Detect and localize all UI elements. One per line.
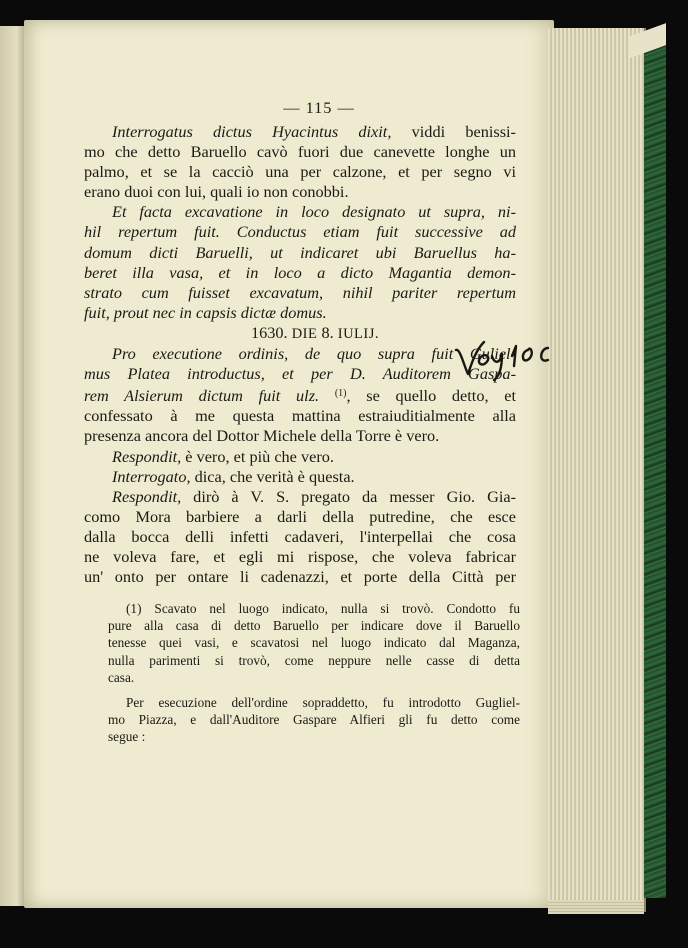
paragraph-1	[84, 122, 516, 202]
text-line: Respondit, è vero, et più che vero.	[112, 446, 334, 466]
book-cover	[644, 46, 666, 898]
left-page-edge	[0, 26, 24, 906]
text-line: strato cum fuisset excavatum, nihil pariter repertum	[84, 282, 516, 302]
text-line: como Mora barbiere a darli della putredine, che esce	[84, 506, 516, 526]
page-number: — 115 —	[283, 98, 355, 117]
footnote-line: tenesse quei vasi, e scavatosi nel luogo indicato dal Maganza,	[108, 635, 520, 651]
text-line: Respondit, dirò à V. S. pregato da messer Gio. Gia-	[112, 486, 516, 506]
text-line: presenza ancora del Dottor Michele della Torre è vero.	[84, 426, 440, 446]
text-line: beret illa vasa, et in loco a dicto Magantia demon-	[84, 262, 516, 282]
text-line: palmo, et se la cacciò una per calzone, et per segno vi	[84, 162, 516, 182]
paragraph-3	[84, 344, 516, 446]
text-line: ne voleva fare, et egli mi rispose, che voleva fabricar	[84, 546, 516, 566]
footnote-line: nulla parimenti si trovò, come neppure nelle casse di detta	[108, 652, 520, 668]
text-line: Pro executione ordinis, de quo supra fuit Guliel-	[112, 344, 516, 364]
text-line: rem Alsierum dictum fuit ulz. $^{(1)}$, se quello detto, et	[84, 386, 516, 406]
text-line: mus Platea introductus, et per D. Auditorem Gaspa-	[84, 364, 516, 384]
footnotes	[108, 600, 520, 746]
footnote-1	[108, 600, 520, 686]
page-stack-edges	[548, 28, 646, 912]
date-heading: 1630. DIE 8. IULIJ.	[250, 322, 380, 342]
footnote-2	[108, 694, 520, 746]
footnote-line: Per esecuzione dell'ordine sopraddetto, fu introdotto Gugliel-	[126, 695, 520, 711]
text-line: dalla bocca delli infetti cadaveri, l'interpellai che cosa	[84, 526, 516, 546]
text-line: hil repertum fuit. Conductus etiam fuit successive ad	[84, 222, 516, 242]
footnote-line: casa.	[108, 669, 135, 685]
footnote-ref: (1)	[334, 388, 347, 400]
text-line: fuit, prout nec in capsis dictæ domus.	[84, 302, 327, 322]
text-line: Interrogatus dictus Hyacintus dixit, viddi benissi-	[112, 122, 516, 141]
text-line: Interrogato, dica, che verità è questa.	[112, 466, 355, 486]
paragraph-4	[84, 447, 516, 467]
footnote-line: (1) Scavato nel luogo indicato, nulla si trovò. Condotto fu	[126, 601, 520, 616]
text-line: mo che detto Baruello cavò fuori due canevette longhe un	[84, 142, 516, 162]
text-line: un' onto per ontare li cadenazzi, et porte della Città per	[84, 567, 516, 587]
text-line: domum dicti Baruelli, ut indicaret ubi Baruellus ha-	[84, 242, 516, 262]
paragraph-5	[84, 467, 516, 487]
footnote-line: pure alla casa di detto Baruello per indicare dove il Baruello	[108, 618, 520, 634]
text-line: confessato à me questa mattina estraiuditialmente alla	[84, 406, 516, 426]
text-line: Et facta excavatione in loco designato ut supra, ni-	[112, 202, 516, 222]
footnote-line: segue :	[108, 729, 146, 745]
main-text	[84, 98, 516, 587]
paragraph-2	[84, 202, 516, 323]
page-stack-bottom	[548, 900, 644, 914]
handwritten-annotation	[454, 336, 554, 386]
text-line: erano duoi con lui, quali io non conobbi.	[84, 182, 349, 202]
paragraph-6	[84, 487, 516, 587]
footnote-line: mo Piazza, e dall'Auditore Gaspare Alfieri gli fu detto come	[108, 712, 520, 728]
